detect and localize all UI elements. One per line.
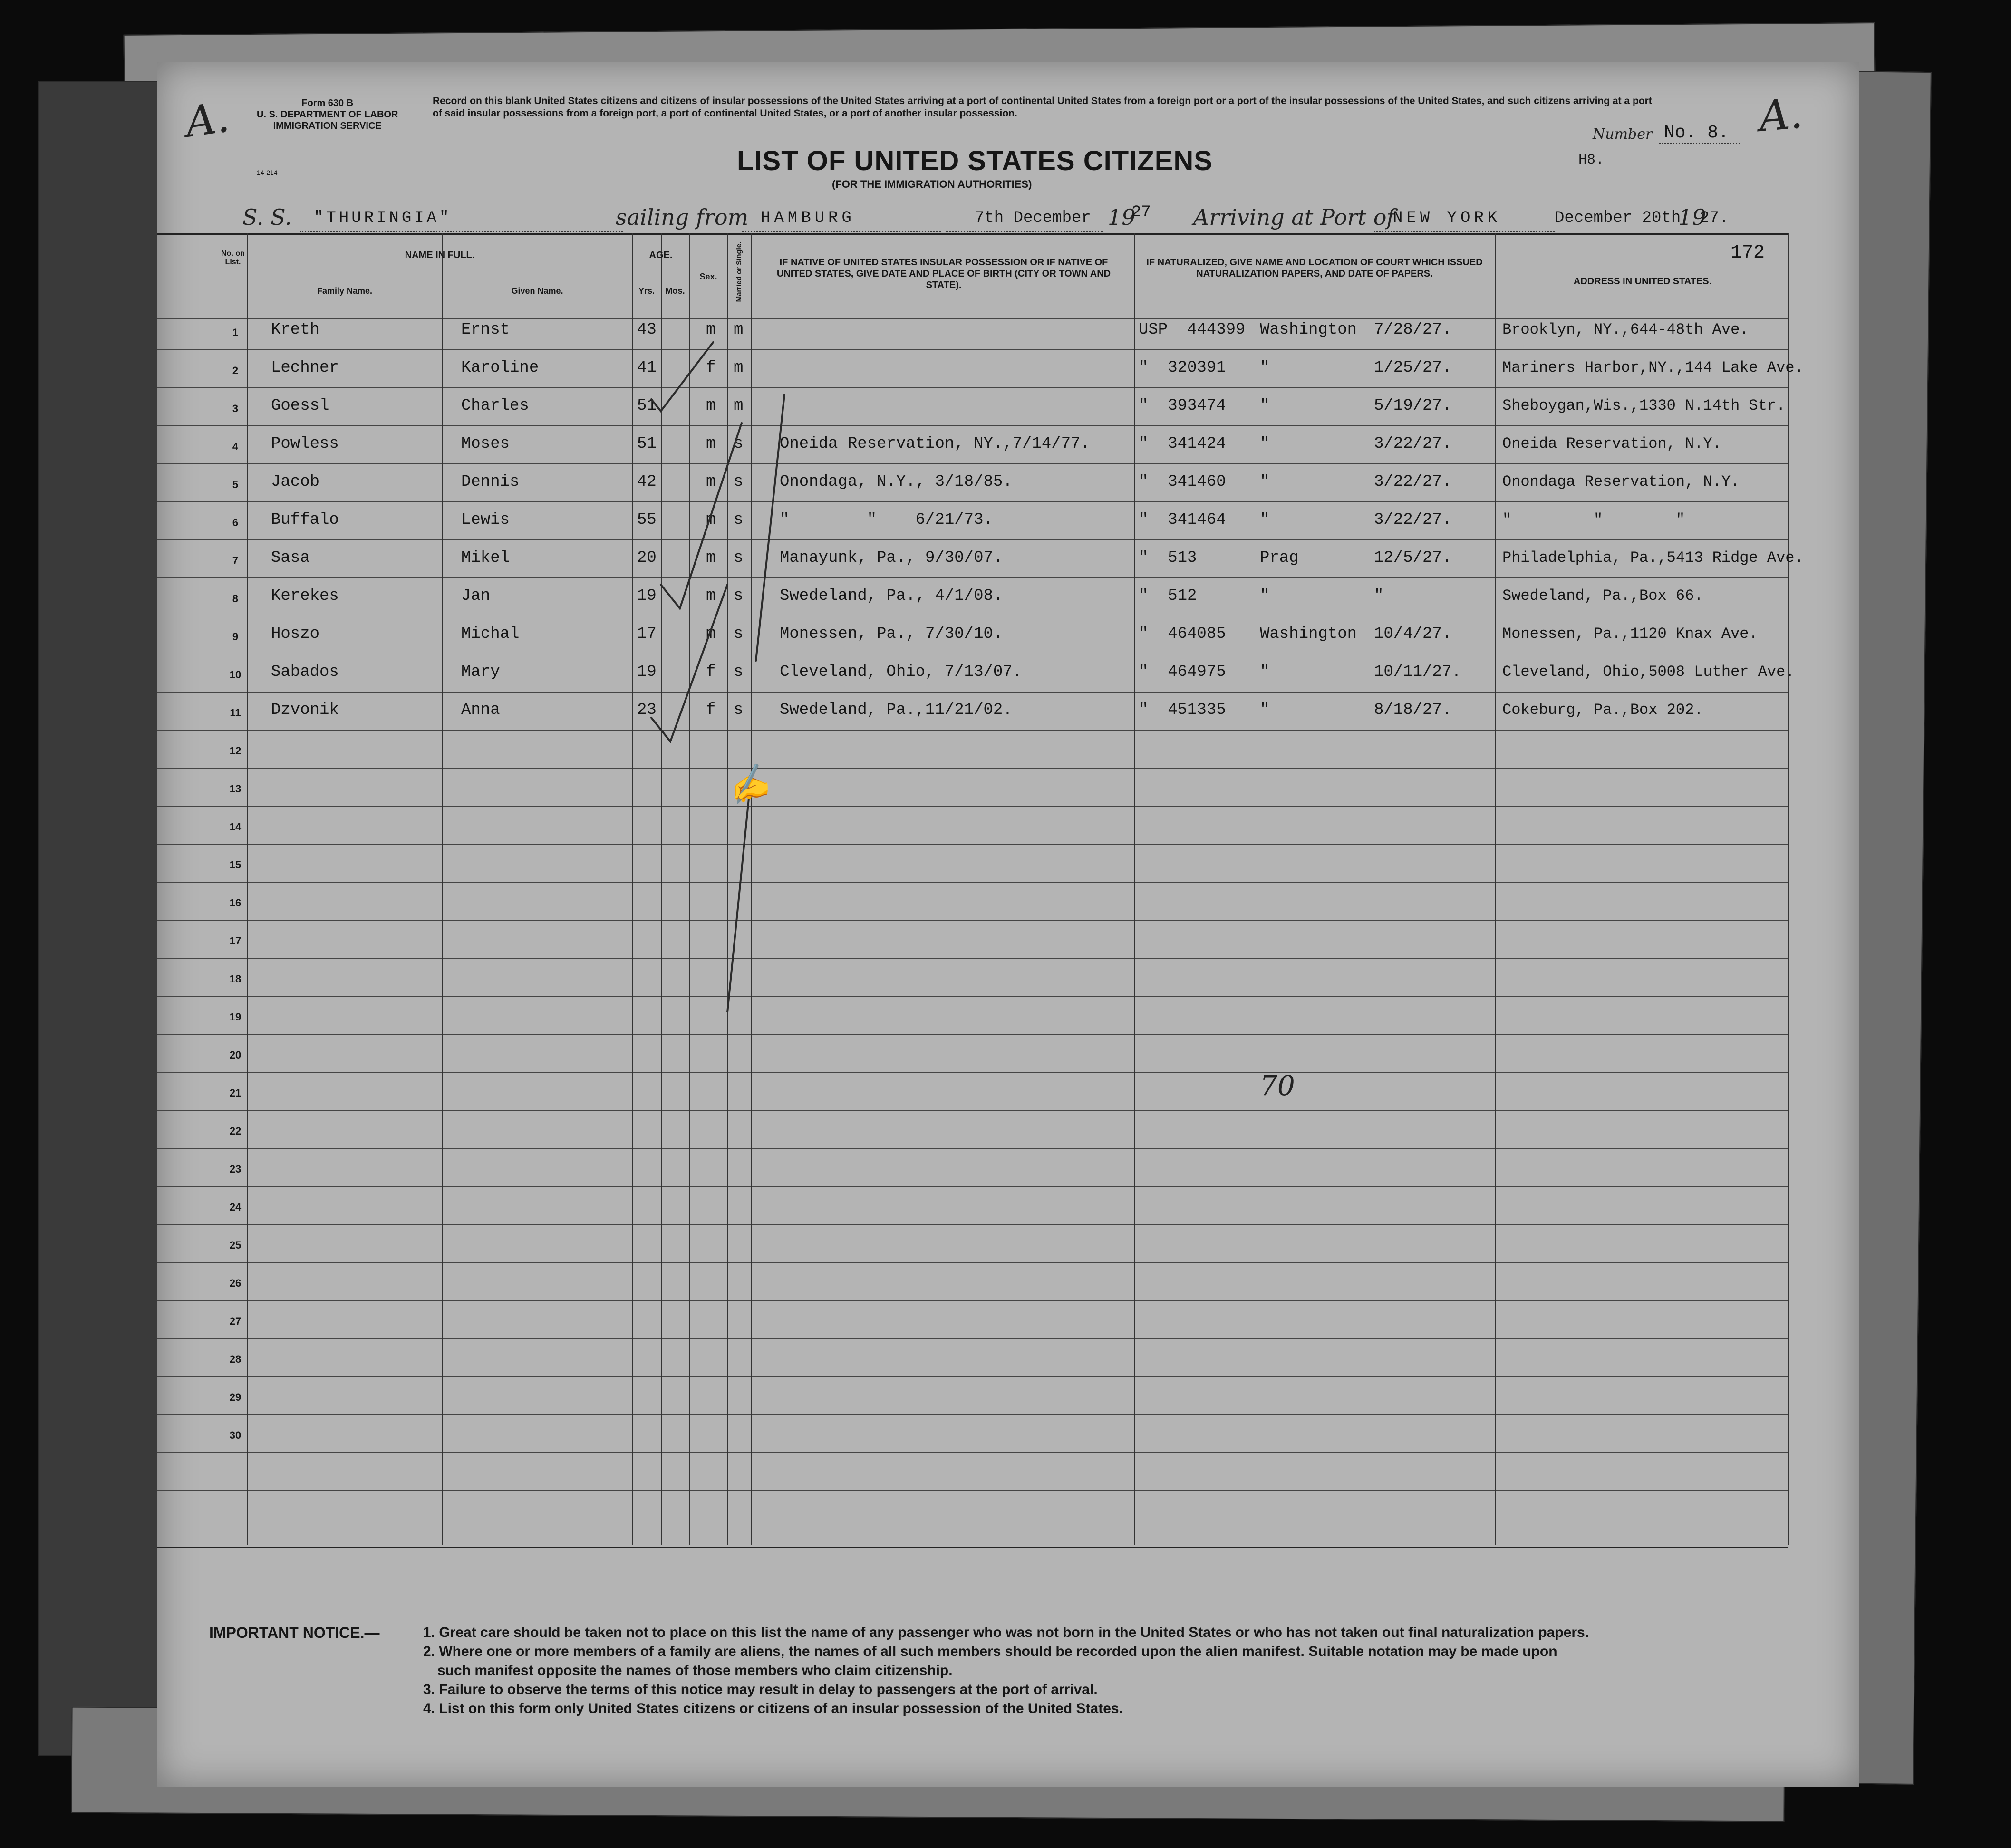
family-name: Buffalo [271, 511, 339, 529]
header-address: ADDRESS IN UNITED STATES. [1573, 276, 1712, 287]
row-rule [157, 692, 1788, 693]
given-name: Ernst [461, 321, 510, 339]
arrival-year-prefix: 19 [1678, 204, 1706, 230]
notice-item: 1. Great care should be taken not to place on this list the name of any passenger who was not born in the United States or who has not taken out final naturalization papers. [423, 1625, 1589, 1640]
notice-item: 4. List on this form only United States citizens or citizens of an insular possession of the United States. [423, 1701, 1123, 1716]
given-name: Jan [461, 587, 491, 605]
given-name: Lewis [461, 511, 510, 529]
row-rule [157, 1034, 1788, 1035]
page-subtitle: (FOR THE IMMIGRATION AUTHORITIES) [832, 178, 1032, 190]
court-name: Washington [1260, 625, 1357, 643]
age-years: 20 [637, 549, 657, 567]
ss-label: S. S. [242, 204, 292, 230]
row-rule [157, 501, 1788, 502]
address: Cokeburg, Pa.,Box 202. [1502, 701, 1703, 719]
paper-date: 8/18/27. [1374, 701, 1452, 719]
form-identifier [257, 97, 398, 132]
sex: m [706, 625, 716, 643]
row-rule [157, 844, 1788, 845]
arrival-date: December 20th [1555, 209, 1681, 227]
birth-place-date: Swedeland, Pa., 4/1/08. [780, 587, 1003, 605]
row-number: 30 [229, 1429, 242, 1441]
court-name: " [1260, 701, 1270, 719]
paper-date: 1/25/27. [1374, 359, 1452, 377]
row-number: 25 [229, 1239, 242, 1251]
certificate-number: " 341464 [1139, 511, 1226, 529]
family-name: Hoszo [271, 625, 320, 643]
row-number: 28 [229, 1353, 242, 1365]
birth-place-date: Swedeland, Pa.,11/21/02. [780, 701, 1013, 719]
marital-status: s [734, 549, 744, 567]
address: Mariners Harbor,NY.,144 Lake Ave. [1502, 359, 1804, 376]
birth-place-date: Manayunk, Pa., 9/30/07. [780, 549, 1003, 567]
address: Sheboygan,Wis.,1330 N.14th Str. [1502, 397, 1786, 414]
age-years: 19 [637, 587, 657, 605]
age-years: 42 [637, 473, 657, 491]
sex: m [706, 587, 716, 605]
row-number: 18 [229, 973, 242, 985]
certificate-number: " 464085 [1139, 625, 1226, 643]
paper-date: " [1374, 587, 1384, 605]
row-rule [157, 920, 1788, 921]
row-rule [157, 425, 1788, 426]
number-value: No. 8. [1664, 123, 1729, 143]
notice-item: such manifest opposite the names of those members who claim citizenship. [437, 1663, 953, 1678]
given-name: Mikel [461, 549, 510, 567]
row-rule [157, 387, 1788, 388]
marital-status: m [734, 321, 744, 339]
row-rule [157, 1300, 1788, 1301]
certificate-number: USP 444399 [1139, 321, 1246, 339]
row-rule [157, 1414, 1788, 1415]
marital-status: s [734, 511, 744, 529]
paper-date: 10/11/27. [1374, 663, 1461, 681]
sheet-number: 172 [1731, 242, 1765, 264]
family-name: Kreth [271, 321, 320, 339]
given-name: Michal [461, 625, 520, 643]
row-rule [157, 1452, 1788, 1453]
row-rule [157, 806, 1788, 807]
paper-date: 3/22/27. [1374, 511, 1452, 529]
paper-date: 12/5/27. [1374, 549, 1452, 567]
row-rule [157, 1148, 1788, 1149]
marital-status: s [734, 701, 744, 719]
row-rule [157, 996, 1788, 997]
paper-date: 7/28/27. [1374, 321, 1452, 339]
row-number: 1 [232, 327, 239, 338]
row-rule [157, 1186, 1788, 1187]
marital-status: s [734, 625, 744, 643]
given-name: Karoline [461, 359, 539, 377]
row-number: 16 [229, 897, 242, 909]
family-name: Sasa [271, 549, 310, 567]
row-number: 7 [232, 555, 239, 567]
row-rule [157, 768, 1788, 769]
address: " " " [1502, 511, 1685, 529]
background-sheet [38, 81, 164, 1756]
court-name: " [1260, 663, 1270, 681]
row-rule [157, 1072, 1788, 1073]
row-number: 29 [229, 1391, 242, 1403]
court-name: " [1260, 435, 1270, 453]
family-name: Powless [271, 435, 339, 453]
certificate-number: " 512 [1139, 587, 1197, 605]
family-name: Sabados [271, 663, 339, 681]
notice-item: 3. Failure to observe the terms of this notice may result in delay to passengers at the port of arrival. [423, 1682, 1098, 1697]
birth-place-date: Monessen, Pa., 7/30/10. [780, 625, 1003, 643]
certificate-number: " 393474 [1139, 397, 1226, 415]
given-name: Moses [461, 435, 510, 453]
certificate-number: " 464975 [1139, 663, 1226, 681]
marital-status: m [734, 397, 744, 415]
header-given-name: Given Name. [511, 286, 563, 296]
header-marital: Married or Single. [735, 241, 743, 302]
given-name: Dennis [461, 473, 520, 491]
row-rule [157, 1338, 1788, 1339]
certificate-number: " 341460 [1139, 473, 1226, 491]
row-number: 2 [232, 365, 239, 376]
given-name: Anna [461, 701, 500, 719]
header-name-in-full: NAME IN FULL. [405, 250, 475, 260]
sex: m [706, 473, 716, 491]
marital-status: m [734, 359, 744, 377]
notice-title: IMPORTANT NOTICE.— [209, 1624, 380, 1641]
sex: m [706, 435, 716, 453]
paper-date: 5/19/27. [1374, 397, 1452, 415]
age-years: 23 [637, 701, 657, 719]
departure-port: HAMBURG [761, 209, 855, 227]
arrival-port: NEW YORK [1393, 209, 1501, 227]
family-name: Goessl [271, 397, 329, 415]
birth-place-date: Cleveland, Ohio, 7/13/07. [780, 663, 1023, 681]
row-rule [157, 1262, 1788, 1263]
row-number: 21 [229, 1087, 242, 1099]
handwritten-signature: ✍ [722, 760, 774, 810]
sex: m [706, 511, 716, 529]
row-rule [157, 349, 1788, 350]
sex: m [706, 321, 716, 339]
arriving-label: Arriving at Port of [1193, 204, 1395, 230]
age-years: 55 [637, 511, 657, 529]
h-code: H8. [1578, 152, 1605, 168]
court-name: " [1260, 473, 1270, 491]
sex: m [706, 549, 716, 567]
age-years: 17 [637, 625, 657, 643]
age-years: 51 [637, 397, 657, 415]
row-rule [157, 730, 1788, 731]
row-number: 17 [229, 935, 242, 947]
birth-place-date: Oneida Reservation, NY.,7/14/77. [780, 435, 1090, 453]
age-years: 51 [637, 435, 657, 453]
birth-place-date: " " 6/21/73. [780, 511, 993, 529]
row-number: 8 [232, 593, 239, 605]
departure-year: 27 [1131, 203, 1151, 221]
family-name: Jacob [271, 473, 320, 491]
row-number: 11 [230, 707, 241, 719]
header-naturalized: IF NATURALIZED, GIVE NAME AND LOCATION OF COURT WHICH ISSUED NATURALIZATION PAPERS, AND DATE OF PAPERS. [1146, 257, 1483, 279]
form-instructions: Record on this blank United States citizens and citizens of insular possessions of the United States arriving at a port of continental United States from a foreign port or a port of the insular possessions of the United States, and such citizens arriving at a port of said insular possessions from a foreign port, a port of continental United States, or a port of another insular possession. [433, 96, 1652, 119]
address: Oneida Reservation, N.Y. [1502, 435, 1721, 452]
handwritten-mark-right: A. [1757, 88, 1805, 141]
checkmark-strokes [642, 299, 851, 1012]
row-number: 22 [229, 1125, 242, 1137]
paper-date: 3/22/27. [1374, 473, 1452, 491]
certificate-number: " 341424 [1139, 435, 1226, 453]
address: Swedeland, Pa.,Box 66. [1502, 587, 1703, 605]
notice-item: 2. Where one or more members of a family are aliens, the names of all such members should be recorded upon the alien manifest. Suitable notation may be made upon [423, 1644, 1557, 1659]
address: Philadelphia, Pa.,5413 Ridge Ave. [1502, 549, 1804, 567]
row-number: 15 [229, 859, 242, 871]
court-name: Prag [1260, 549, 1299, 567]
given-name: Mary [461, 663, 500, 681]
header-no: No. on List. [221, 250, 245, 266]
family-name: Dzvonik [271, 701, 339, 719]
given-name: Charles [461, 397, 529, 415]
marital-status: s [734, 587, 744, 605]
marital-status: s [734, 663, 744, 681]
family-name: Lechner [271, 359, 339, 377]
row-number: 4 [232, 441, 239, 452]
arrival-year: 27. [1700, 209, 1729, 227]
header-sex: Sex. [699, 272, 717, 281]
header-age: AGE. [649, 250, 673, 260]
header-family-name: Family Name. [317, 286, 373, 296]
certificate-number: " 451335 [1139, 701, 1226, 719]
row-number: 3 [232, 403, 239, 414]
age-years: 19 [637, 663, 657, 681]
row-number: 24 [229, 1201, 242, 1213]
header-birth: IF NATIVE OF UNITED STATES INSULAR POSSESSION OR IF NATIVE OF UNITED STATES, GIVE DATE AND PLACE OF BIRTH (CITY OR TOWN AND STATE). [776, 257, 1111, 290]
marital-status: s [734, 473, 744, 491]
address: Monessen, Pa.,1120 Knax Ave. [1502, 625, 1758, 643]
form-service: IMMIGRATION SERVICE [273, 121, 382, 131]
row-number: 13 [229, 783, 242, 795]
marital-status: s [734, 435, 744, 453]
form-department: U. S. DEPARTMENT OF LABOR [257, 109, 398, 120]
family-name: Kerekes [271, 587, 339, 605]
row-rule [157, 958, 1788, 959]
paper-date: 10/4/27. [1374, 625, 1452, 643]
row-number: 6 [232, 517, 239, 529]
age-years: 43 [637, 321, 657, 339]
number-label: Number [1593, 126, 1653, 143]
form-number: Form 630 B [301, 98, 354, 108]
address: Cleveland, Ohio,5008 Luther Ave. [1502, 663, 1795, 681]
row-rule [157, 882, 1788, 883]
row-number: 26 [229, 1277, 242, 1289]
row-rule [157, 463, 1788, 464]
row-rule [157, 1490, 1788, 1491]
handwritten-mark-left: A. [182, 92, 232, 147]
birth-place-date: Onondaga, N.Y., 3/18/85. [780, 473, 1013, 491]
sex: f [706, 701, 716, 719]
stray-number: 70 [1260, 1069, 1295, 1102]
row-number: 12 [229, 745, 242, 757]
row-rule [157, 1224, 1788, 1225]
sex: m [706, 397, 716, 415]
row-number: 27 [229, 1315, 242, 1327]
sailing-label: sailing from [616, 204, 749, 230]
row-number: 19 [229, 1011, 242, 1023]
sex: f [706, 359, 716, 377]
header-mos: Mos. [665, 286, 685, 296]
row-rule [157, 1110, 1788, 1111]
row-number: 20 [229, 1049, 242, 1061]
ship-name: "THURINGIA" [314, 209, 452, 227]
row-number: 23 [229, 1163, 242, 1175]
address: Brooklyn, NY.,644-48th Ave. [1502, 321, 1749, 338]
row-rule [157, 318, 1788, 319]
row-rule [157, 1376, 1788, 1377]
departure-date: 7th December [975, 209, 1091, 227]
court-name: " [1260, 511, 1270, 529]
departure-year-prefix: 19 [1108, 204, 1136, 230]
certificate-number: " 513 [1139, 549, 1197, 567]
row-number: 10 [229, 669, 242, 681]
court-name: " [1260, 587, 1270, 605]
sex: f [706, 663, 716, 681]
paper-date: 3/22/27. [1374, 435, 1452, 453]
passenger-table [157, 233, 1788, 1548]
address: Onondaga Reservation, N.Y. [1502, 473, 1740, 491]
page-title: LIST OF UNITED STATES CITIZENS [737, 145, 1213, 176]
row-number: 14 [229, 821, 242, 833]
row-number: 5 [232, 479, 239, 491]
certificate-number: " 320391 [1139, 359, 1226, 377]
court-name: " [1260, 397, 1270, 415]
form-code: 14-214 [257, 169, 278, 176]
manifest-sheet [157, 62, 1859, 1787]
court-name: Washington [1260, 321, 1357, 339]
header-yrs: Yrs. [638, 286, 655, 296]
row-rule [157, 539, 1788, 540]
row-number: 9 [232, 631, 239, 643]
court-name: " [1260, 359, 1270, 377]
age-years: 41 [637, 359, 657, 377]
